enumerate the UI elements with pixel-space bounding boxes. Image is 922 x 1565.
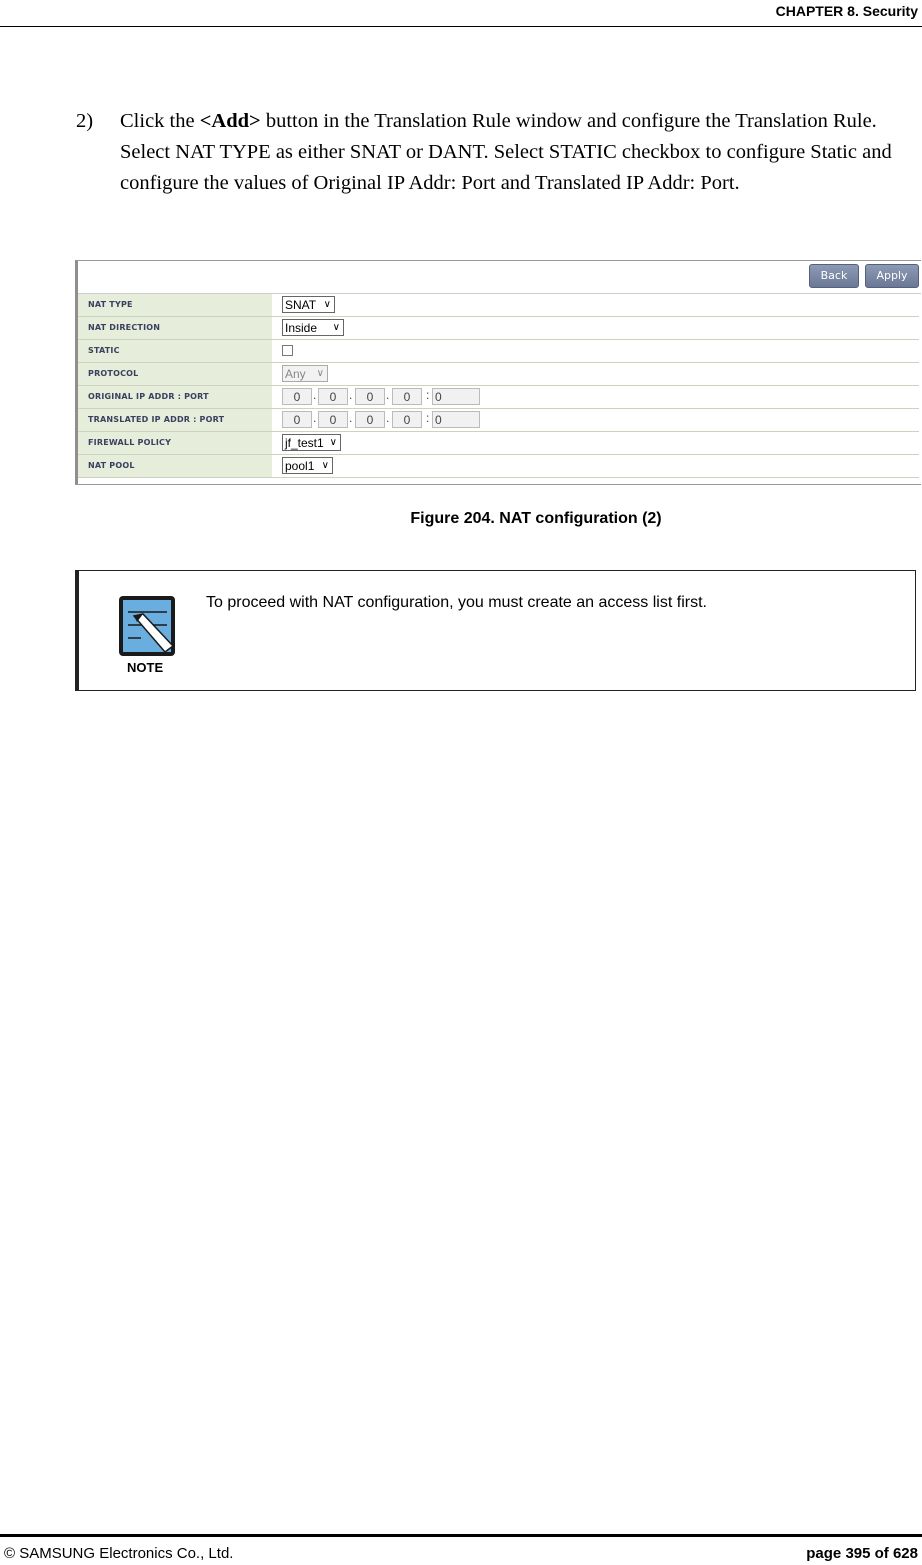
nat-pool-value: pool1	[285, 459, 315, 473]
nat-direction-select[interactable]	[282, 319, 344, 336]
footer-page-number: page 395 of 628	[806, 1545, 918, 1562]
protocol-label: PROTOCOL	[78, 363, 272, 385]
note-text: To proceed with NAT configuration, you must create an access list first.	[206, 594, 707, 611]
dot-separator: .	[349, 388, 353, 402]
footer-copyright: © SAMSUNG Electronics Co., Ltd.	[4, 1545, 234, 1562]
note-label: NOTE	[127, 660, 164, 675]
button-bar	[78, 261, 921, 294]
row-nat-pool	[78, 455, 919, 478]
chapter-header: CHAPTER 8. Security	[775, 3, 918, 19]
translated-ip-octet-4[interactable]: 0	[392, 411, 422, 428]
header-rule	[0, 26, 922, 27]
original-ip-octet-2[interactable]: 0	[318, 388, 348, 405]
translated-port-input[interactable]: 0	[432, 411, 480, 428]
step-text	[120, 106, 918, 199]
row-original-ip	[78, 386, 919, 409]
nat-type-value: SNAT	[285, 298, 317, 312]
translated-ip-label: TRANSLATED IP ADDR : PORT	[78, 409, 272, 431]
firewall-policy-select[interactable]	[282, 434, 341, 451]
chevron-down-icon: ∨	[321, 460, 329, 471]
row-firewall-policy	[78, 432, 919, 455]
row-protocol	[78, 363, 919, 386]
original-port-input[interactable]: 0	[432, 388, 480, 405]
original-ip-octet-3[interactable]: 0	[355, 388, 385, 405]
row-nat-direction	[78, 317, 919, 340]
step-2	[76, 106, 918, 199]
nat-direction-label: NAT DIRECTION	[78, 317, 272, 339]
figure-caption: Figure 204. NAT configuration (2)	[410, 510, 662, 527]
original-ip-octet-1[interactable]: 0	[282, 388, 312, 405]
step-text-after: button in the Translation Rule window and configure the Translation Rule. Select NAT TYPE as either SNAT or DANT. Select STATIC checkbox to configure Static and configure the values of Original IP Addr: Port and Translated IP Addr: Port.	[120, 110, 892, 194]
colon-separator: :	[426, 411, 430, 425]
row-nat-type	[78, 294, 919, 317]
chevron-down-icon: ∨	[316, 368, 324, 379]
dot-separator: .	[313, 411, 317, 425]
footer-rule	[0, 1534, 922, 1537]
translated-ip-octet-1[interactable]: 0	[282, 411, 312, 428]
firewall-policy-value: jf_test1	[285, 436, 324, 450]
form-rows	[78, 294, 919, 478]
dot-separator: .	[386, 411, 390, 425]
step-number: 2)	[76, 110, 94, 132]
translated-ip-octet-3[interactable]: 0	[355, 411, 385, 428]
chevron-down-icon: ∨	[332, 322, 340, 333]
nat-pool-label: NAT POOL	[78, 455, 272, 477]
apply-button[interactable]: Apply	[865, 264, 919, 288]
firewall-policy-label: FIREWALL POLICY	[78, 432, 272, 454]
row-static	[78, 340, 919, 363]
dot-separator: .	[313, 388, 317, 402]
translated-ip-octet-2[interactable]: 0	[318, 411, 348, 428]
colon-separator: :	[426, 388, 430, 402]
note-pencil-icon	[117, 594, 177, 658]
row-translated-ip	[78, 409, 919, 432]
nat-type-select[interactable]	[282, 296, 335, 313]
dot-separator: .	[349, 411, 353, 425]
nat-direction-value: Inside	[285, 321, 318, 335]
original-ip-octet-4[interactable]: 0	[392, 388, 422, 405]
chevron-down-icon: ∨	[323, 299, 331, 310]
step-text-before: Click the	[120, 110, 200, 132]
step-add-emphasis: <Add>	[199, 110, 261, 132]
nat-type-label: NAT TYPE	[78, 294, 272, 316]
note-box	[75, 570, 916, 691]
dot-separator: .	[386, 388, 390, 402]
nat-pool-select[interactable]	[282, 457, 333, 474]
static-label: STATIC	[78, 340, 272, 362]
original-ip-label: ORIGINAL IP ADDR : PORT	[78, 386, 272, 408]
chevron-down-icon: ∨	[329, 437, 337, 448]
static-checkbox[interactable]	[282, 345, 293, 356]
protocol-select[interactable]	[282, 365, 328, 382]
nat-config-figure	[75, 260, 921, 485]
back-button[interactable]: Back	[809, 264, 859, 288]
protocol-value: Any	[285, 367, 306, 381]
